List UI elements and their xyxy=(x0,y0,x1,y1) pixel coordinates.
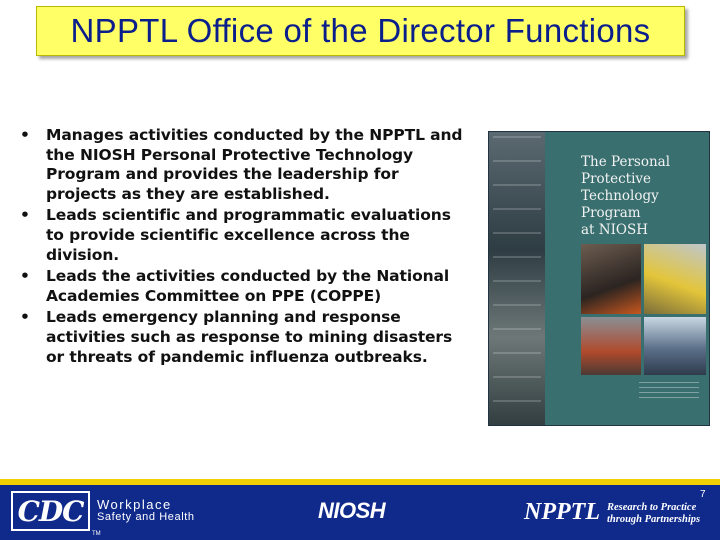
bullet-text: Leads emergency planning and response activities such as response to mining disasters or threats of pandemic influenza outbreaks. xyxy=(46,308,453,366)
page-number: 7 xyxy=(700,489,706,500)
bullet-dot-icon: • xyxy=(20,267,30,286)
cover-title-line: Program xyxy=(581,205,641,221)
slide-title: NPPTL Office of the Director Functions xyxy=(70,12,651,49)
responder-photo xyxy=(644,317,706,375)
worker-photo xyxy=(581,317,641,375)
safety-health-label: Safety and Health xyxy=(97,511,195,523)
title-banner xyxy=(36,6,685,56)
cover-title-line: at NIOSH xyxy=(581,222,648,238)
bullet-dot-icon: • xyxy=(20,126,30,144)
book-cover-image xyxy=(488,131,710,426)
cdc-logo-text: CDC xyxy=(17,494,84,528)
cdc-logo xyxy=(11,491,90,531)
bullet-dot-icon: • xyxy=(20,206,30,225)
tagline-line-1: Research to Practice xyxy=(607,502,697,513)
bullet-text: Leads scientific and programmatic evaluations to provide scientific excellence across the division. xyxy=(46,206,451,264)
trademark-label: TM xyxy=(92,531,101,537)
cover-title-line: Protective xyxy=(581,171,651,187)
workplace-label: Workplace xyxy=(97,497,172,512)
bullet-item xyxy=(20,308,470,367)
protective-suit-photo xyxy=(644,244,706,314)
tagline-line-2: through Partnerships xyxy=(607,514,701,525)
workplace-safety-logo xyxy=(97,498,195,524)
firefighter-photo xyxy=(581,244,641,314)
niosh-logo xyxy=(318,497,414,525)
bullet-text: Manages activities conducted by the NPPTL and the NIOSH Personal Protective Technology Program and provides the leadership for projects as they are established. xyxy=(46,126,463,203)
book-cover-title xyxy=(581,154,706,239)
cover-title-line: The Personal xyxy=(581,154,671,170)
bullet-item xyxy=(20,126,470,204)
bullet-item xyxy=(20,267,470,306)
niosh-logo-text: NIOSH xyxy=(318,498,386,523)
npptl-logo-text: NPPTL xyxy=(524,499,600,525)
bullet-item xyxy=(20,206,470,265)
cover-title-line: Technology xyxy=(581,188,659,204)
bullet-text: Leads the activities conducted by the National Academies Committee on PPE (COPPE) xyxy=(46,267,450,305)
bullet-dot-icon: • xyxy=(20,308,30,327)
cover-side-texture xyxy=(493,136,541,421)
bullet-list xyxy=(20,126,470,369)
cover-publisher-text xyxy=(639,382,699,402)
